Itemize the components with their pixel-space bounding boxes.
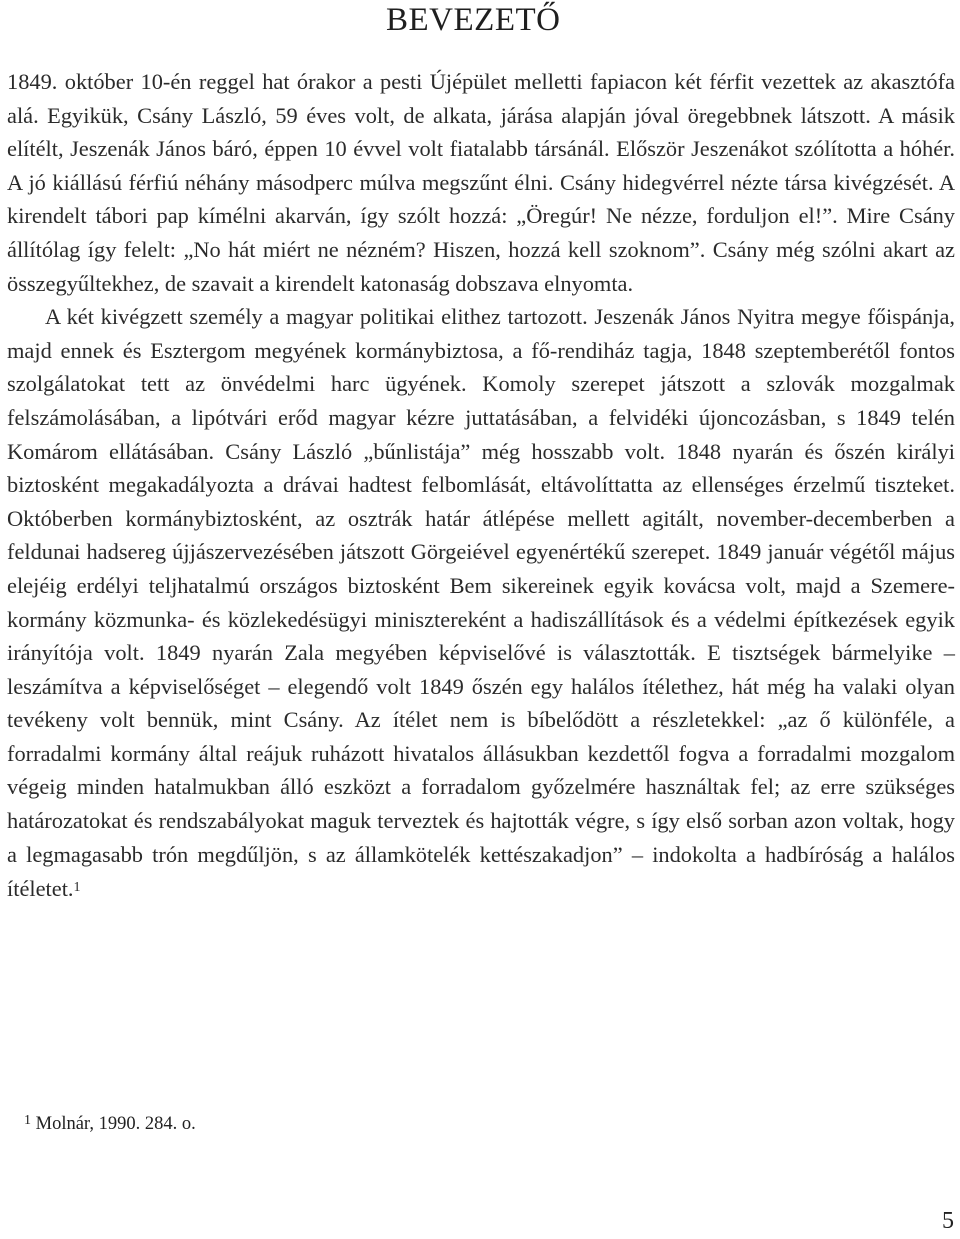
paragraph-1: 1849. október 10-én reggel hat órakor a pesti Újépület melletti fapiacon két férfit vezettek az akasztófa alá. Egyikük, Csány László, 59 éves volt, de alkata, járása alapján jóval öregebbnek látszott. A másik elítélt, Jeszenák János báró, éppen 10 évvel volt fiatalabb társánál. Először Jeszenákot szólította a hóhér. A jó kiállású férfiú néhány másodperc múlva megszűnt élni. Csány hidegvérrel nézte társa kivégzését. A kirendelt tábori pap kímélni akarván, így szólt hozzá: „Öregúr! Ne nézze, forduljon el!”. Mire Csány állítólag így felelt: „No hát miért ne nézném? Hiszen, hozzá kell szoknom”. Csány még szólni akart az összegyűltekhez, de szavait a kirendelt katonaság dobszava elnyomta.	[7, 69, 955, 296]
page-title: BEVEZETŐ	[386, 2, 561, 38]
paragraph-2-text: A két kivégzett személy a magyar politikai elithez tartozott. Jeszenák János Nyitra megye főispánja, majd ennek és Esztergom megyének kormánybiztosa, a fő-rendiház tagja, 1848 szeptemberétől fontos szolgálatokat tett az önvédelmi harc ügyének. Komoly szerepet játszott a szlovák mozgalmak felszámolásában, a lipótvári erőd magyar kézre juttatásában, a felvidéki újoncozásban, s 1849 telén Komárom ellátásában. Csány László „bűnlistája” még hosszabb volt. 1848 nyarán és őszén királyi biztosként megakadályozta a drávai hadtest felbomlását, eltávolíttatta az ellenséges érzelmű tiszteket. Októberben kormánybiztosként, az osztrák határ átlépése mellett agitált, november-decemberben a feldunai hadsereg újjászervezésében játszott Görgeiével egyenértékű szerepet. 1849 január végétől május elejéig erdélyi teljhatalmú országos biztosként Bem sikereinek egyik kovácsa volt, majd a Szemerekormány közmunka- és közlekedésügyi minisztereként a hadiszállítások és a védelmi építkezések egyik irányítója volt. 1849 nyarán Zala megyében képviselővé is választották. E tisztségek bármelyike – leszámítva a képviselőséget – elegendő volt 1849 őszén egy halálos ítélethez, hát még ha valaki olyan tevékeny volt bennük, mint Csány. Az ítélet nem is bíbelődött a részletekkel: „az ő különféle, a forradalmi kormány által reájuk ruházott hivatalos állásukban kezdettől fogva a forradalmi mozgalom végeig minden hatalmukban álló eszközt a forradalom győzelmére használtak fel; az erre szükséges határozatokat és rendszabályokat maguk terveztek és hajtották végre, s így első sorban azon voltak, hogy a legmagasabb trón megdűljön, s az államkötelék kettészakadjon” – indokolta a hadbíróság a halálos ítéletet.	[7, 304, 955, 902]
footnote-text: Molnár, 1990. 284. o.	[35, 1114, 196, 1134]
footnote	[24, 1113, 196, 1135]
page-number: 5	[942, 1208, 954, 1234]
paragraph-2	[7, 300, 955, 906]
footnote-reference: 1	[73, 880, 81, 896]
body-text	[7, 65, 955, 906]
footnote-mark: 1	[24, 1113, 31, 1128]
